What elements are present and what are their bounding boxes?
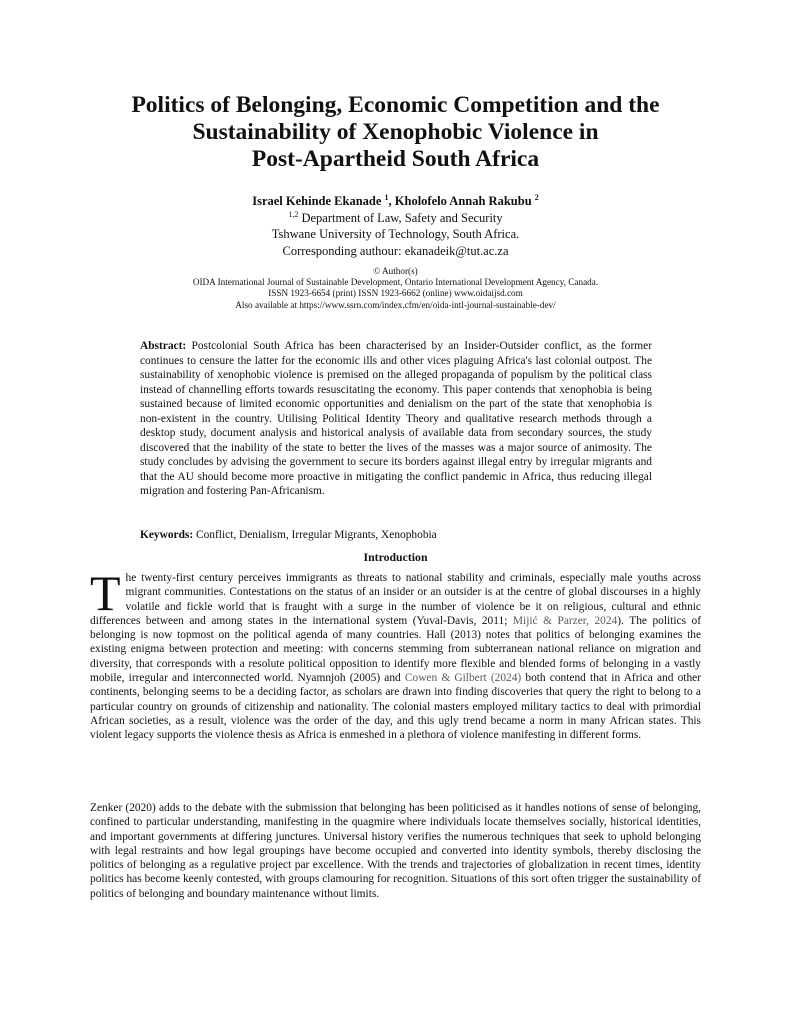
author-name: Kholofelo Annah Rakubu: [394, 194, 532, 208]
abstract-label: Abstract:: [140, 340, 187, 352]
ssrn-line: Also available at https://www.ssrn.com/index.cfm/en/oida-intl-journal-sustainable-dev/: [235, 299, 556, 310]
abstract-text: Postcolonial South Africa has been characterised by an Insider-Outsider conflict, as the former continues to censure the latter for the economic ills and other vices plaguing Africa's last colonial outpost. The sustainability of xenophobic violence is premised on the alleged propaganda of populism by the political class instead of channelling efforts towards resuscitating the economy. This paper contends that xenophobia is being sustained because of limited economic opportunities and denialism on the part of the state that xenophobia is non-existent in the country. Utilising Political Identity Theory and qualitative research methods through a desktop study, document analysis and historical analysis of available data from secondary sources, the study discovered that the inability of the state to better the lives of the masses was a major source of animosity. The study concludes by advising the government to secure its borders against illegal entry by irregular migrants and that the AU should become more proactive in mitigating the conflict pandemic in Africa, thus reducing illegal migration and fostering Pan-Africanism.: [140, 340, 652, 498]
author-names: [100, 193, 691, 210]
drop-cap: T: [90, 565, 121, 621]
citation-link[interactable]: Cowen & Gilbert (2024): [404, 672, 522, 685]
keywords-text: Conflict, Denialism, Irregular Migrants, Xenophobia: [193, 529, 437, 541]
citation-link[interactable]: Mijić & Parzer, 2024: [512, 614, 618, 627]
author-superscript: 2: [534, 192, 539, 202]
title-line: Post-Apartheid South Africa: [251, 146, 540, 172]
body-paragraph: Zenker (2020) adds to the debate with the submission that belonging has been politicised as it handles notions of sense of belonging, confined to particular understanding, manifesting in the quagmire where individuals locate themselves socially, historical identities, and important governments at differing junctures. Universal history verifies the numerous techniques that seek to uphold belonging with legal restraints and how legal groupings have become occupied and converted into identity symbols, thereby disclosing the politics of belonging as a regulative project par excellence. With the trends and trajectories of globalization in recent times, identity politics has become keenly contested, with groups clamouring for recognition. Situations of this sort often trigger the sustainability of politics of belonging and boundary maintenance without limits.: [90, 802, 701, 900]
issn-line: ISSN 1923-6654 (print) ISSN 1923-6662 (online) www.oidaijsd.com: [268, 288, 523, 299]
author-name: Israel Kehinde Ekanade: [252, 194, 382, 208]
affiliation-superscript: 1,2: [288, 209, 299, 219]
paragraph-text: he twenty-first century perceives immigrants as threats to national stability and criminals, especially male youths across migrant communities. Contestations on the status of an insider or an outsider is at the centre of global discourses in a highly volatile and fickle world that is fraught with a surge in the number of violence be it on religious, cultural and ethnic differences between and among states in the international system (Yuval-Davis, 2011;: [90, 572, 701, 627]
copyright-line: © Author(s): [373, 266, 418, 276]
corresponding-author: Corresponding authour: ekanadeik@tut.ac.za: [282, 243, 509, 258]
paragraph-text: ). The politics of belonging is now topmost on the political agenda of many countries. Hall (2013) notes that politics of belonging examines the existing enigma between protection and meeting: with concerns stemming from subterranean national reliance on migration and diversity, that corresponds with a resolute political opposition to identify more flexible and blended forms of belonging in a vastly mobile, irregular and interconnected world. Nyamnjoh (2005) and: [90, 614, 702, 685]
title-line: Sustainability of Xenophobic Violence in: [192, 119, 599, 145]
author-superscript: 1: [384, 192, 389, 202]
journal-line: OIDA International Journal of Sustainable Development, Ontario International Development Agency, Canada.: [192, 277, 599, 288]
body-paragraph: [90, 565, 702, 743]
author-separator: ,: [388, 194, 395, 208]
affiliation-line: Tshwane University of Technology, South Africa.: [271, 227, 520, 241]
abstract: [140, 339, 652, 499]
keywords-label: Keywords:: [140, 529, 194, 541]
paper-title: [100, 92, 691, 173]
paragraph-text: both contend that in Africa and other continents, belonging seems to be a deciding factor, as scholars are drawn into finding discoveries that query the right to belong to a particular country on grounds of citizenship and nationality. The colonial masters employed military tactics to deal with primordial African societies, as a result, violence was the order of the day, and this ugly trend became a norm in many African states. This violent legacy supports the violence thesis as Africa is enmeshed in a plethora of violence manifesting in different forms.: [90, 672, 701, 742]
keywords: [140, 528, 652, 542]
journal-info: [90, 266, 701, 311]
affiliation-text: Department of Law, Safety and Security: [298, 210, 503, 225]
author-block: [100, 193, 691, 259]
section-heading: Introduction: [363, 550, 428, 564]
title-line: Politics of Belonging, Economic Competition and the: [131, 92, 660, 118]
affiliation-line: [100, 210, 691, 227]
